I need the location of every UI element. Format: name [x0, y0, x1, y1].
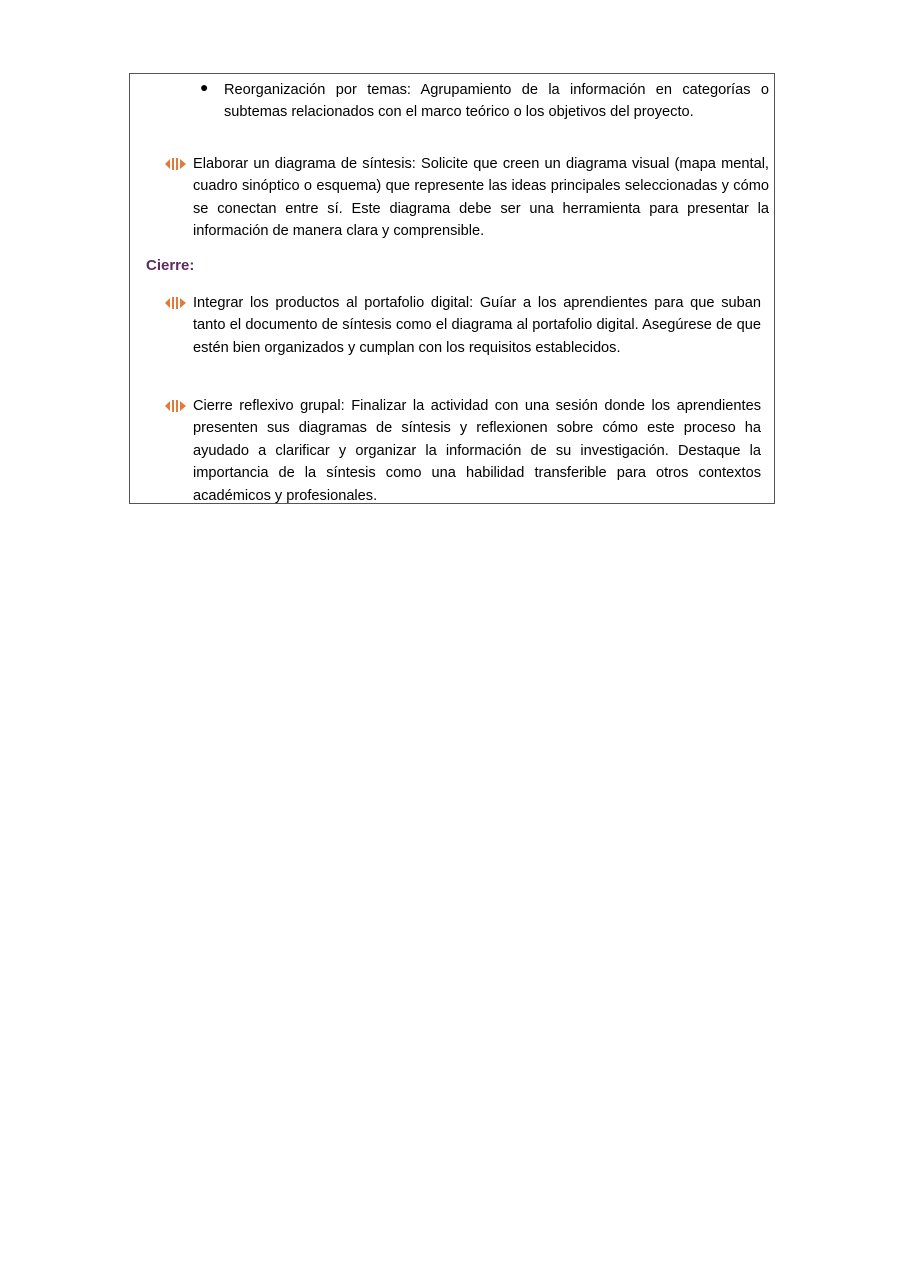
bullet-item: ● Reorganización por temas: Agrupamiento de la información en categorías o subtemas relacionados con el marco teórico o los objetivos del proyecto.	[200, 79, 769, 121]
bullet-icon: ●	[200, 79, 209, 95]
list-item: Integrar los productos al portafolio digital: Guíar a los aprendientes para que suban tanto el documento de síntesis como el diagrama al portafolio digital. Asegúrese de que estén bien organizados y cumplan con los requisitos establecidos.	[193, 292, 761, 359]
list-item: Elaborar un diagrama de síntesis: Solicite que creen un diagrama visual (mapa mental, cuadro sinóptico o esquema) que represente las ideas principales seleccionadas y cómo se conectan entre sí. Este diagrama debe ser una herramienta para presentar la información de manera clara y comprensible.	[193, 153, 769, 243]
content-table-cell	[129, 73, 775, 504]
book-icon	[165, 296, 187, 310]
book-icon	[165, 399, 187, 413]
list-item: Cierre reflexivo grupal: Finalizar la actividad con una sesión donde los aprendientes presenten sus diagramas de síntesis y reflexionen sobre cómo este proceso ha ayudado a clarificar y organizar la información de su investigación. Destaque la importancia de la síntesis como una habilidad transferible para otros contextos académicos y profesionales.	[193, 395, 761, 507]
book-icon	[165, 157, 187, 171]
section-heading-cierre: Cierre:	[146, 257, 195, 274]
